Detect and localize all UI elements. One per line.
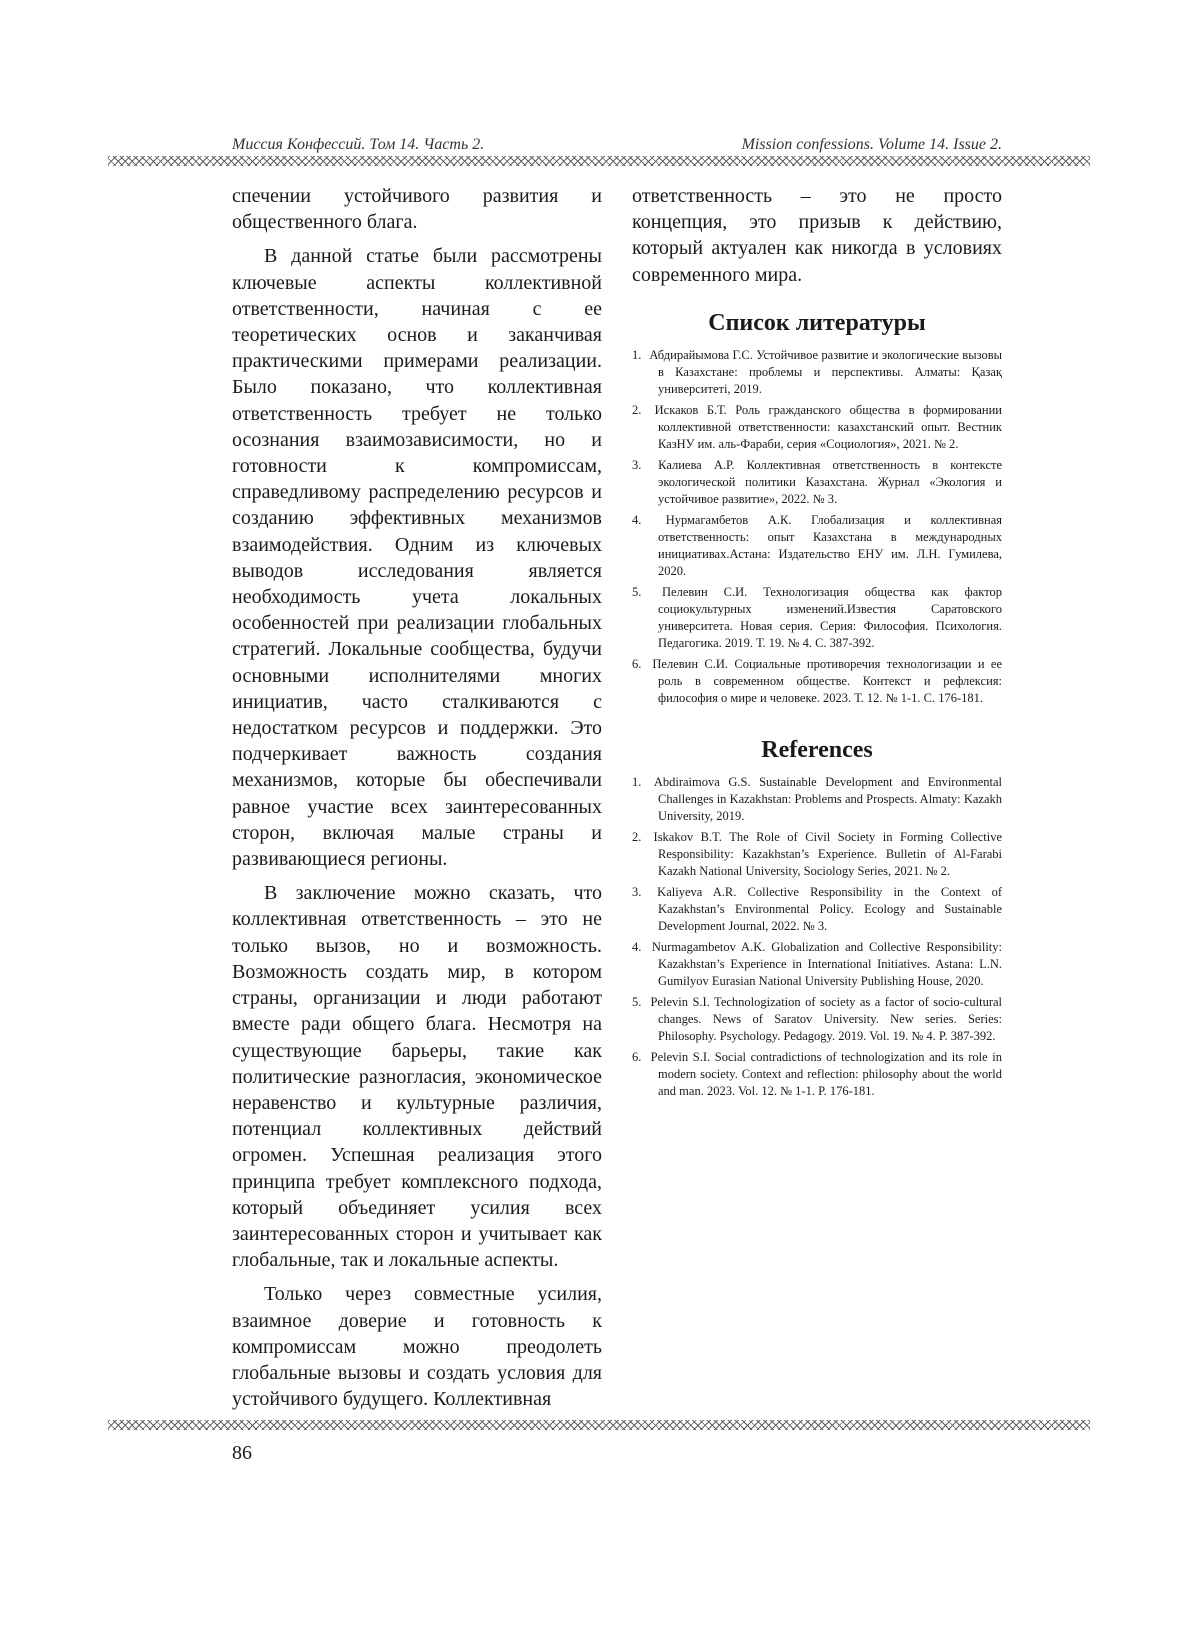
ornament-divider-top — [108, 156, 1090, 166]
running-header — [232, 130, 1002, 158]
header-left: Миссия Конфессий. Том 14. Часть 2. — [232, 136, 485, 153]
right-column — [632, 183, 1002, 1104]
list-item: 1. Абдирайымова Г.С. Устойчивое развитие и экологические вызовы в Казахстане: проблемы и перспективы. Алматы: Қазақ университеті, 2019. — [632, 347, 1003, 396]
paragraph: Только через совместные усилия, взаимное доверие и готовность к компромиссам можно преодолеть глобальные вызовы и создать условия для устойчивого будущего. Коллективная — [232, 1283, 602, 1411]
paragraph: спечении устойчивого развития и общественного блага. — [232, 185, 602, 234]
list-item: 2. Iskakov B.T. The Role of Civil Society in Forming Collective Responsibility: Kazakhstan’s Experience. Bulletin of Al-Farabi Kazakh National University, Sociology Series, 2021. № 2. — [632, 829, 1002, 878]
list-item: 6. Pelevin S.I. Social contradictions of technologization and its role in modern society. Context and reflection: philosophy about the world and man. 2023. Vol. 12. № 1-1. P. 176-181. — [632, 1049, 1002, 1098]
literature-title: Список литературы — [708, 309, 926, 336]
header-right: Mission confessions. Volume 14. Issue 2. — [741, 136, 1002, 153]
list-item: 3. Калиева А.Р. Коллективная ответственность в контексте экологической политики Казахстана. Журнал «Экология и устойчивое развитие», 2022. № 3. — [632, 457, 1003, 506]
references-list — [632, 774, 1002, 1100]
page-number: 86 — [232, 1442, 252, 1464]
list-item: 5. Пелевин С.И. Технологизация общества как фактор социокультурных изменений.Известия Саратовского университета. Новая серия. Серия: Философия. Психология. Педагогика. 2019. Т. 19. № 4. С. 387-392. — [632, 584, 1002, 650]
paragraph: ответственность – это не просто концепция, это призыв к действию, который актуален как никогда в условиях современного мира. — [632, 185, 1002, 286]
list-item: 4. Nurmagambetov A.K. Globalization and Collective Responsibility: Kazakhstan’s Experience in International Initiatives. Astana: L.N. Gumilyov Eurasian National University Publishing House, 2020. — [632, 939, 1003, 988]
list-item: 3. Kaliyeva A.R. Collective Responsibility in the Context of Kazakhstan’s Environmental Policy. Ecology and Sustainable Development Journal, 2022. № 3. — [632, 884, 1002, 933]
left-column — [232, 183, 602, 1420]
list-item: 1. Abdiraimova G.S. Sustainable Development and Environmental Challenges in Kazakhstan: Problems and Prospects. Almaty: Kazakh University, 2019. — [632, 774, 1002, 823]
list-item: 2. Искаков Б.Т. Роль гражданского общества в формировании коллективной ответственности: казахстанский опыт. Вестник КазНУ им. аль-Фараби, серия «Социология», 2021. № 2. — [632, 402, 1002, 451]
paragraph: В заключение можно сказать, что коллективная ответственность – это не только вызов, но и возможность. Возможность создать мир, в котором страны, организации и люди работают вместе ради общего блага. Несмотря на существующие барьеры, такие как политические разногласия, экономическое неравенство и культурные различия, потенциал коллективных действий огромен. Успешная реализация этого принципа требует комплексного подхода, который объединяет усилия всех заинтересованных сторон и учитывает как глобальные, так и локальные аспекты. — [232, 882, 602, 1272]
paragraph: В данной статье были рассмотрены ключевые аспекты коллективной ответственности, начиная с ее теоретических основ и заканчивая практическими примерами реализации. Было показано, что коллективная ответственность требует не только осознания взаимозависимости, но и готовности к компромиссам, справедливому распределению ресурсов и созданию эффективных механизмов взаимодействия. Одним из ключевых выводов исследования является необходимость учета локальных особенностей при реализации глобальных стратегий. Локальные сообщества, будучи основными исполнителями многих инициатив, часто сталкиваются с недостатком ресурсов и поддержки. Это подчеркивает важность создания механизмов, которые бы обеспечивали равное участие всех заинтересованных сторон, включая малые страны и развивающиеся регионы. — [232, 245, 602, 871]
literature-list — [632, 347, 1002, 707]
list-item: 4. Нурмагамбетов А.К. Глобализация и коллективная ответственность: опыт Казахстана в международных инициативах.Астана: Издательство ЕНУ им. Л.Н. Гумилева, 2020. — [632, 512, 1003, 578]
ornament-divider-bottom — [108, 1420, 1090, 1430]
list-item: 6. Пелевин С.И. Социальные противоречия технологизации и ее роль в современном обществе. Контекст и рефлексия: философия о мире и человеке. 2023. Т. 12. № 1-1. С. 176-181. — [632, 656, 1002, 705]
references-title: References — [761, 736, 873, 763]
list-item: 5. Pelevin S.I. Technologization of society as a factor of socio-cultural changes. News of Saratov University. New series. Series: Philosophy. Psychology. Pedagogy. 2019. Vol. 19. № 4. P. 387-392. — [632, 994, 1003, 1043]
